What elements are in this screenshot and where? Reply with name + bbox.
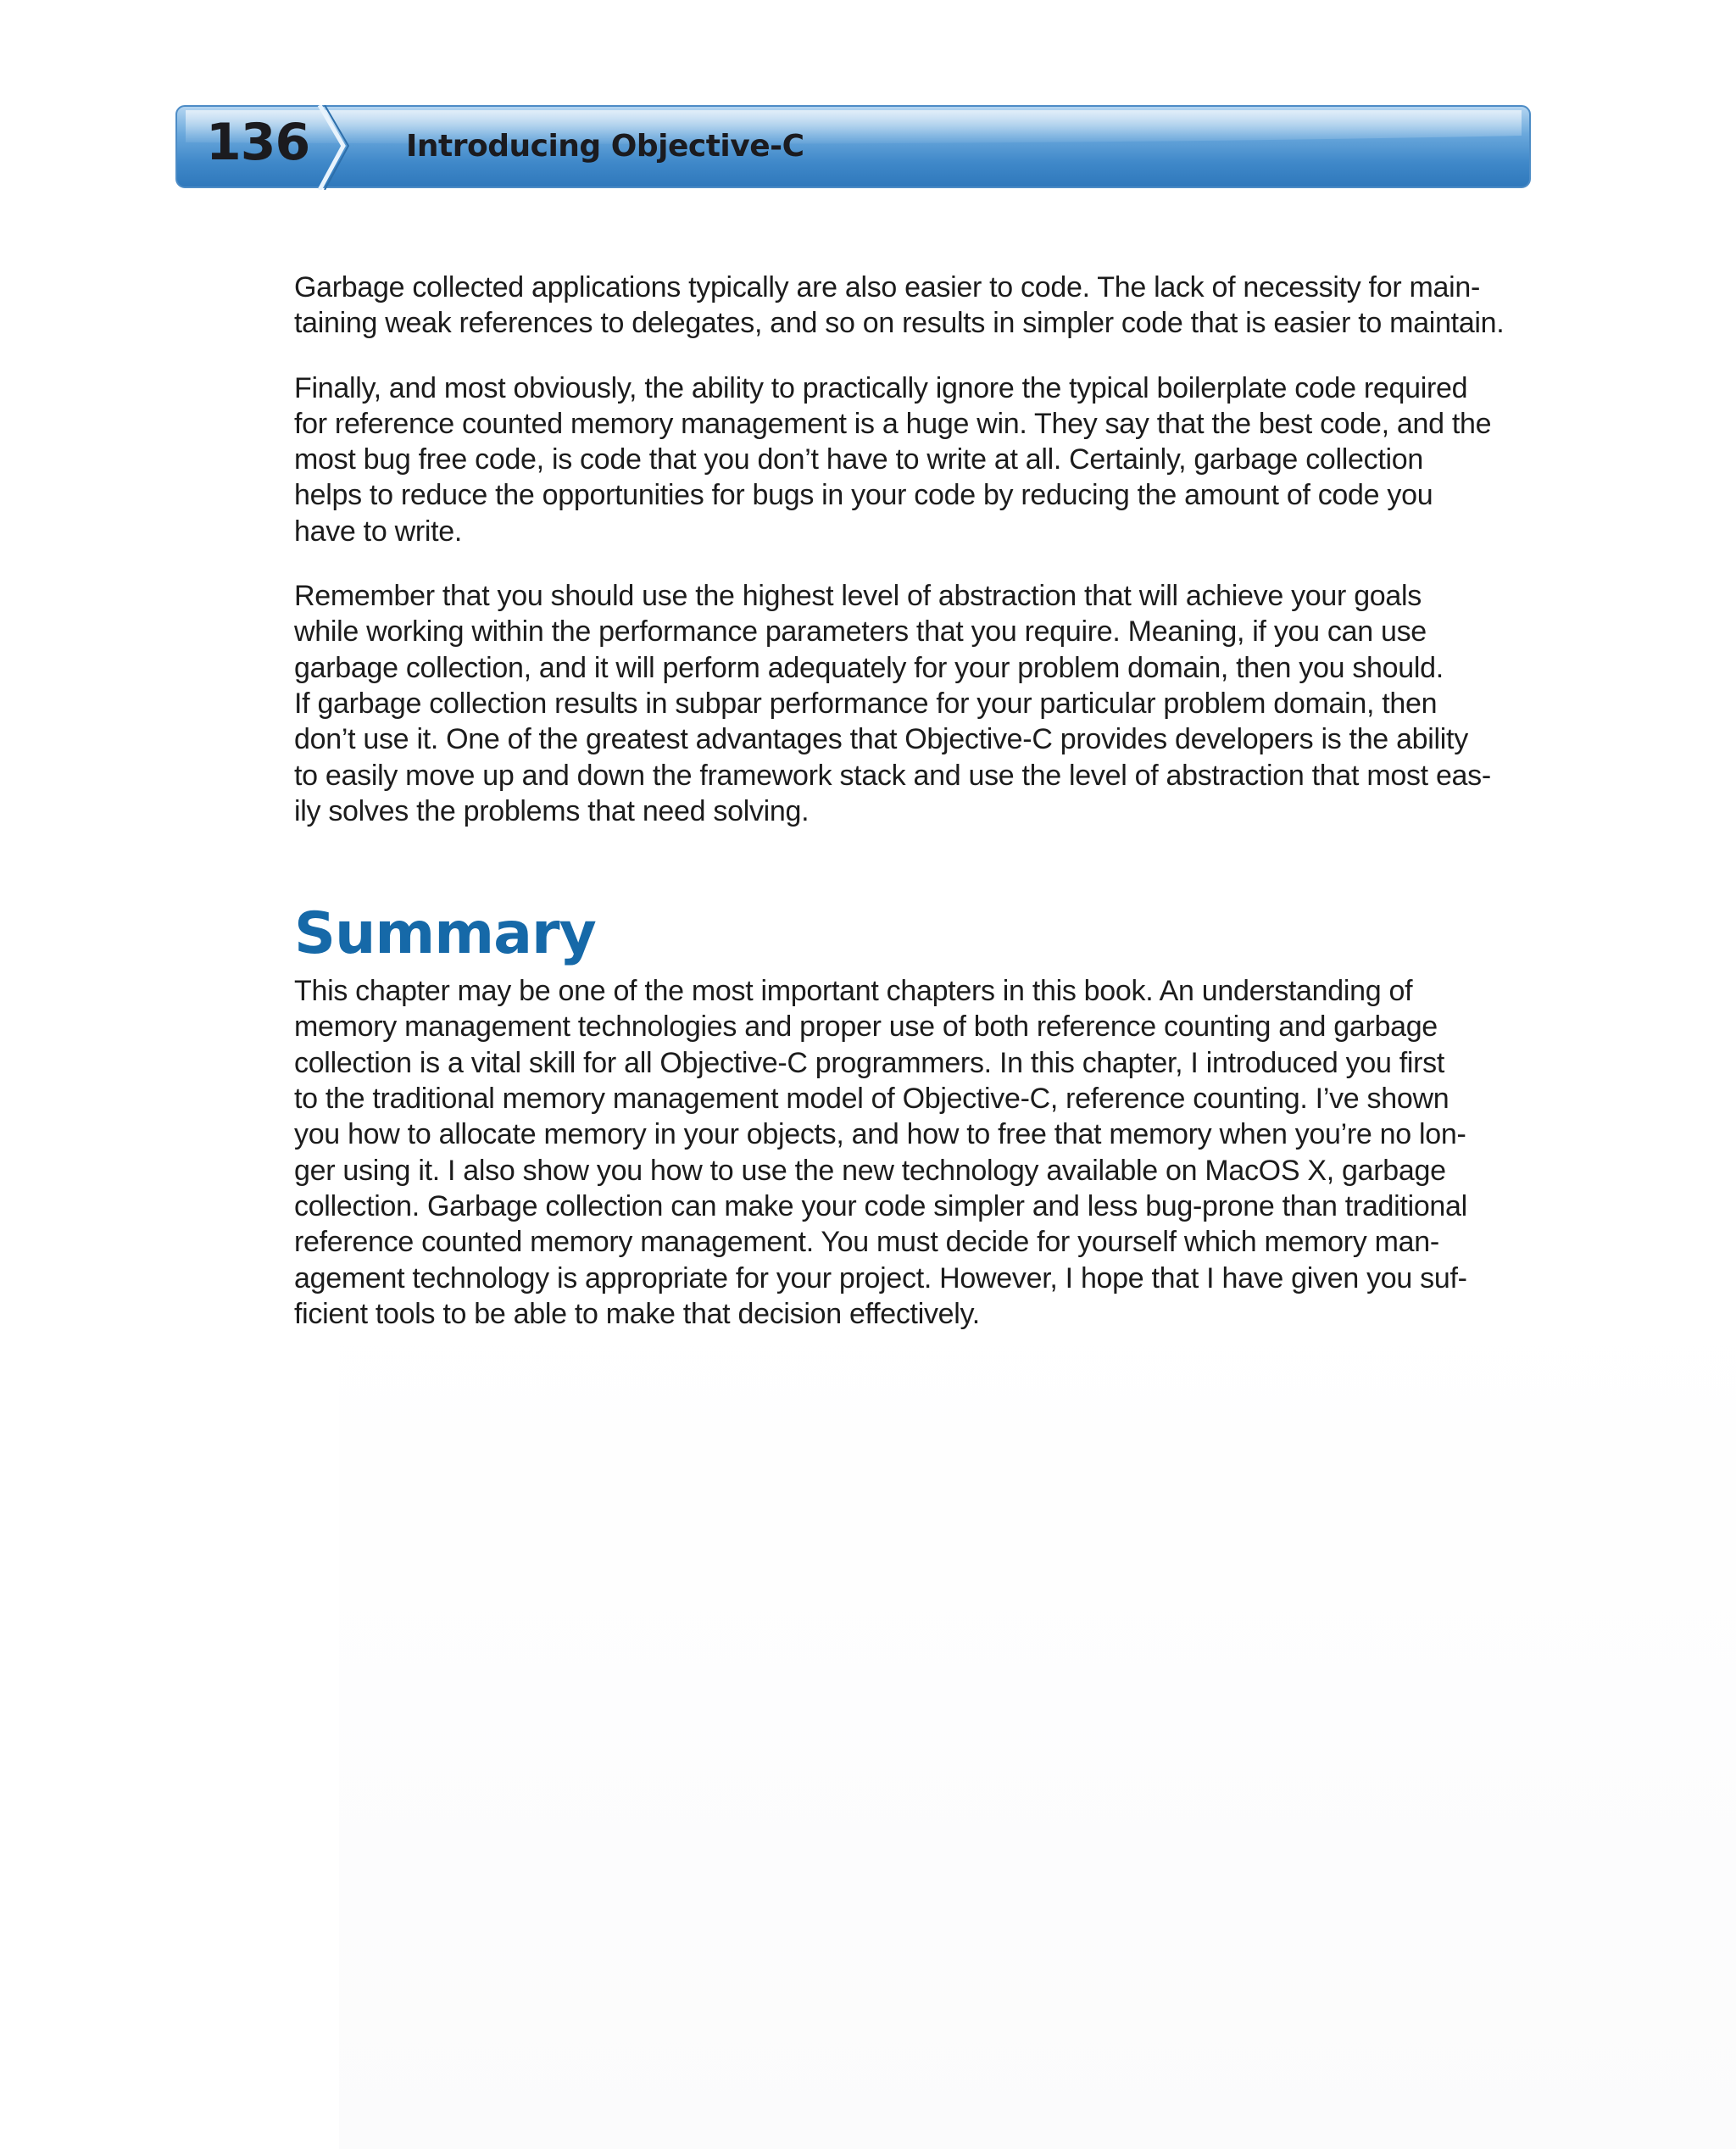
paragraph-line: Finally, and most obviously, the ability to practically ignore the typical boilerplate code required: [294, 371, 1468, 404]
paragraph-2: [294, 370, 1532, 549]
paragraph-line: collection is a vital skill for all Objective-C programmers. In this chapter, I introduced you first: [294, 1046, 1444, 1079]
page-number: 136: [206, 113, 310, 172]
header-banner: [175, 105, 1532, 190]
paragraph-line: This chapter may be one of the most important chapters in this book. An understanding of: [294, 975, 1413, 1008]
paragraph-line: to the traditional memory management model of Objective-C, reference counting. I’ve shown: [294, 1083, 1449, 1116]
paragraph-line: Remember that you should use the highest level of abstraction that will achieve your goals: [294, 580, 1422, 613]
chapter-title: Introducing Objective-C: [406, 129, 804, 164]
paragraph-line: to easily move up and down the framework stack and use the level of abstraction that most eas-: [294, 759, 1491, 792]
paragraph-line: Garbage collected applications typically are also easier to code. The lack of necessity for main-: [294, 271, 1481, 303]
page-background-shade: [339, 1289, 1736, 2149]
summary-paragraph: [294, 973, 1532, 1332]
paragraph-line: ger using it. I also show you how to use the new technology available on MacOS X, garbage: [294, 1154, 1446, 1187]
paragraph-line: reference counted memory management. You must decide for yourself which memory man-: [294, 1226, 1439, 1259]
paragraph-line: while working within the performance parameters that you require. Meaning, if you can use: [294, 615, 1427, 649]
paragraph-line: ficient tools to be able to make that decision effectively.: [294, 1297, 980, 1330]
paragraph-3: [294, 578, 1532, 829]
page-content: [294, 270, 1532, 1361]
paragraph-line: collection. Garbage collection can make your code simpler and less bug-prone than traditional: [294, 1189, 1467, 1222]
paragraph-line: most bug free code, is code that you don’t have to write at all. Certainly, garbage collection: [294, 443, 1423, 476]
running-header: [175, 105, 1532, 190]
paragraph-line: agement technology is appropriate for your project. However, I hope that I have given you suf-: [294, 1261, 1467, 1294]
paragraph-line: you how to allocate memory in your objects, and how to free that memory when you’re no lon-: [294, 1118, 1466, 1151]
summary-heading: Summary: [294, 900, 596, 968]
paragraph-line: taining weak references to delegates, and so on results in simpler code that is easier to maintain.: [294, 307, 1505, 340]
paragraph-line: garbage collection, and it will perform adequately for your problem domain, then you should.: [294, 651, 1444, 684]
paragraph-line: If garbage collection results in subpar performance for your particular problem domain, then: [294, 687, 1438, 720]
paragraph-line: have to write.: [294, 515, 463, 548]
paragraph-line: helps to reduce the opportunities for bugs in your code by reducing the amount of code you: [294, 479, 1433, 512]
paragraph-1: [294, 270, 1532, 342]
paragraph-line: ily solves the problems that need solving.: [294, 794, 810, 827]
paragraph-line: for reference counted memory management is a huge win. They say that the best code, and the: [294, 407, 1492, 440]
paragraph-line: don’t use it. One of the greatest advantages that Objective-C provides developers is the ability: [294, 723, 1468, 756]
paragraph-line: memory management technologies and proper use of both reference counting and garbage: [294, 1010, 1438, 1044]
